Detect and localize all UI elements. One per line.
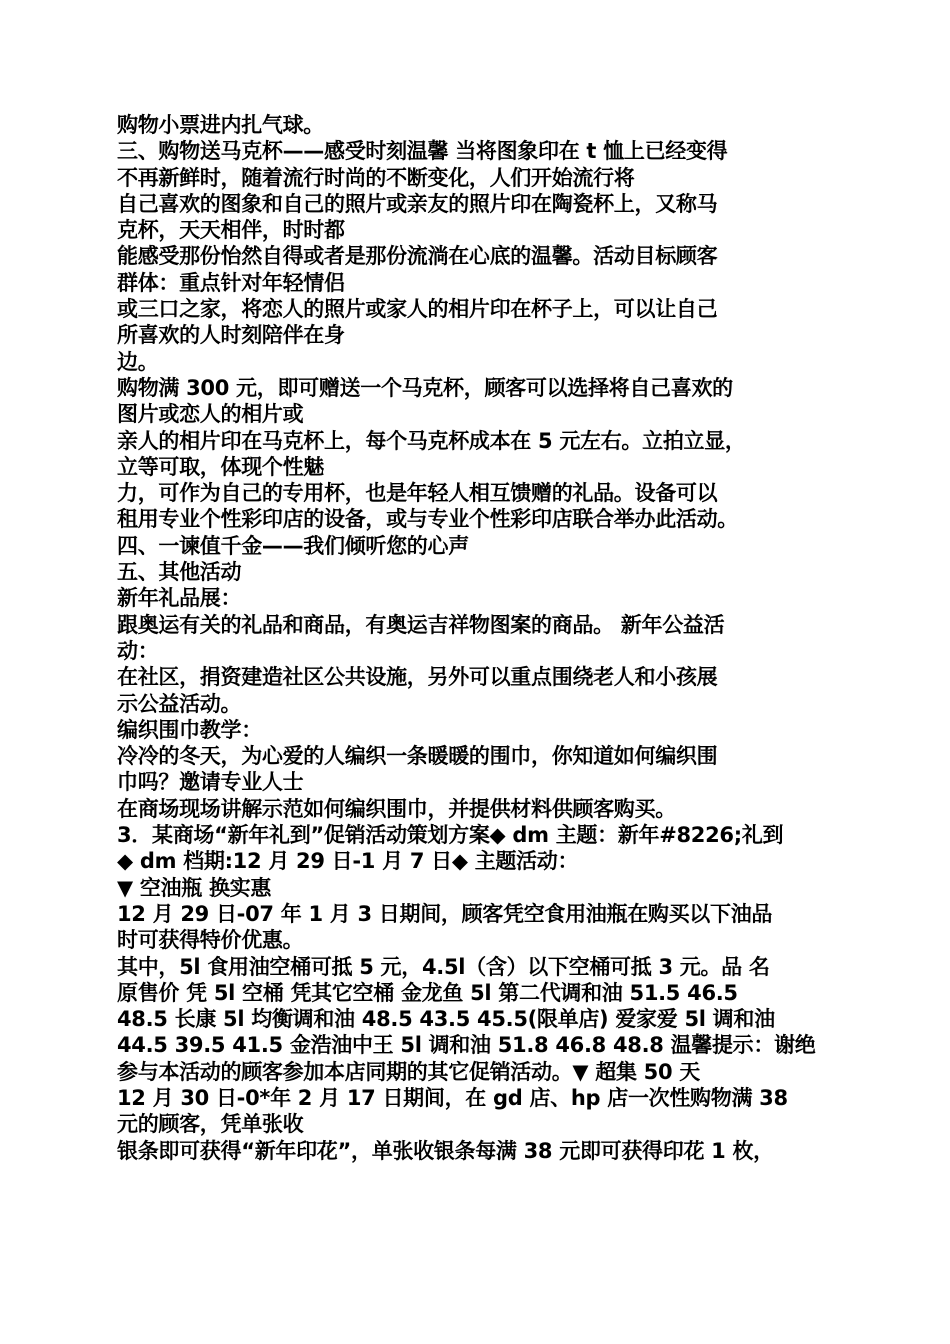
text-line: 48.5 长康 5l 均衡调和油 48.5 43.5 45.5(限单店) 爱家爱 5l 调和油	[117, 1007, 775, 1032]
text-line: 边。	[117, 349, 159, 374]
text-line: 购物小票进内扎气球。	[117, 113, 324, 137]
text-line: 12 月 30 日-0*年 2 月 17 日期间，在 gd 店、hp 店一次性购物满 38	[117, 1085, 788, 1110]
text-line: 亲人的相片印在马克杯上，每个马克杯成本在 5 元左右。立拍立显，	[117, 428, 746, 453]
text-line: 参与本活动的顾客参加本店同期的其它促销活动。▼ 超集 50 天	[117, 1059, 701, 1084]
text-line: 动：	[117, 638, 159, 663]
text-line: 在商场现场讲解示范如何编织围巾，并提供材料供顾客购买。	[117, 796, 676, 821]
text-line: 44.5 39.5 41.5 金浩油中王 5l 调和油 51.8 46.8 48.8 温馨提示：谢绝	[117, 1033, 816, 1058]
text-line: 时可获得特价优惠。	[117, 928, 304, 953]
text-line: 新年礼品展：	[117, 586, 242, 611]
text-line: 能感受那份怡然自得或者是那份流淌在心底的温馨。活动目标顾客	[117, 244, 718, 269]
text-line: 四、一谏值千金——我们倾听您的心声	[117, 533, 469, 558]
text-line: 3．某商场“新年礼到”促销活动策划方案◆ dm 主题：新年#8226;礼到	[117, 823, 784, 848]
text-line: 三、购物送马克杯——感受时刻温馨 当将图象印在 t 恤上已经变得	[117, 139, 728, 164]
text-line: 元的顾客，凭单张收	[117, 1112, 304, 1137]
text-line: 不再新鲜时，随着流行时尚的不断变化，人们开始流行将	[117, 165, 635, 190]
text-line: 力，可作为自己的专用杯，也是年轻人相互馈赠的礼品。设备可以	[117, 481, 718, 506]
text-line: 其中，5l 食用油空桶可抵 5 元，4.5l（含）以下空桶可抵 3 元。品 名	[117, 954, 770, 979]
text-line: 租用专业个性彩印店的设备，或与专业个性彩印店联合举办此活动。	[117, 507, 738, 532]
text-line: 自己喜欢的图象和自己的照片或亲友的照片印在陶瓷杯上，又称马	[117, 191, 718, 216]
text-line: 冷冷的冬天，为心爱的人编织一条暖暖的围巾，你知道如何编织围	[117, 744, 718, 769]
text-line: 银条即可获得“新年印花”，单张收银条每满 38 元即可获得印花 1 枚，	[117, 1138, 774, 1163]
text-line: 购物满 300 元，即可赠送一个马克杯，顾客可以选择将自己喜欢的	[117, 375, 733, 400]
text-line: 12 月 29 日-07 年 1 月 3 日期间，顾客凭空食用油瓶在购买以下油品	[117, 901, 773, 926]
text-line: 在社区，捐资建造社区公共设施，另外可以重点围绕老人和小孩展	[117, 665, 718, 690]
text-line: 原售价 凭 5l 空桶 凭其它空桶 金龙鱼 5l 第二代调和油 51.5 46.5	[117, 980, 738, 1005]
text-line: 或三口之家，将恋人的照片或家人的相片印在杯子上，可以让自己	[117, 297, 718, 322]
text-line: 巾吗？邀请专业人士	[117, 770, 304, 795]
text-line: 群体：重点针对年轻情侣	[117, 270, 345, 295]
document-body	[117, 112, 833, 1164]
text-line: ◆ dm 档期:12 月 29 日-1 月 7 日◆ 主题活动：	[117, 849, 579, 874]
text-line: 跟奥运有关的礼品和商品，有奥运吉祥物图案的商品。 新年公益活	[117, 612, 725, 637]
text-line: 五、其他活动	[117, 560, 242, 585]
text-line: ▼ 空油瓶 换实惠	[117, 875, 272, 900]
text-line: 所喜欢的人时刻陪伴在身	[117, 323, 345, 348]
text-line: 编织围巾教学：	[117, 717, 262, 742]
text-line: 图片或恋人的相片或	[117, 402, 304, 427]
text-line: 克杯，天天相伴，时时都	[117, 218, 345, 243]
text-line: 示公益活动。	[117, 691, 242, 716]
text-line: 立等可取，体现个性魅	[117, 454, 324, 479]
